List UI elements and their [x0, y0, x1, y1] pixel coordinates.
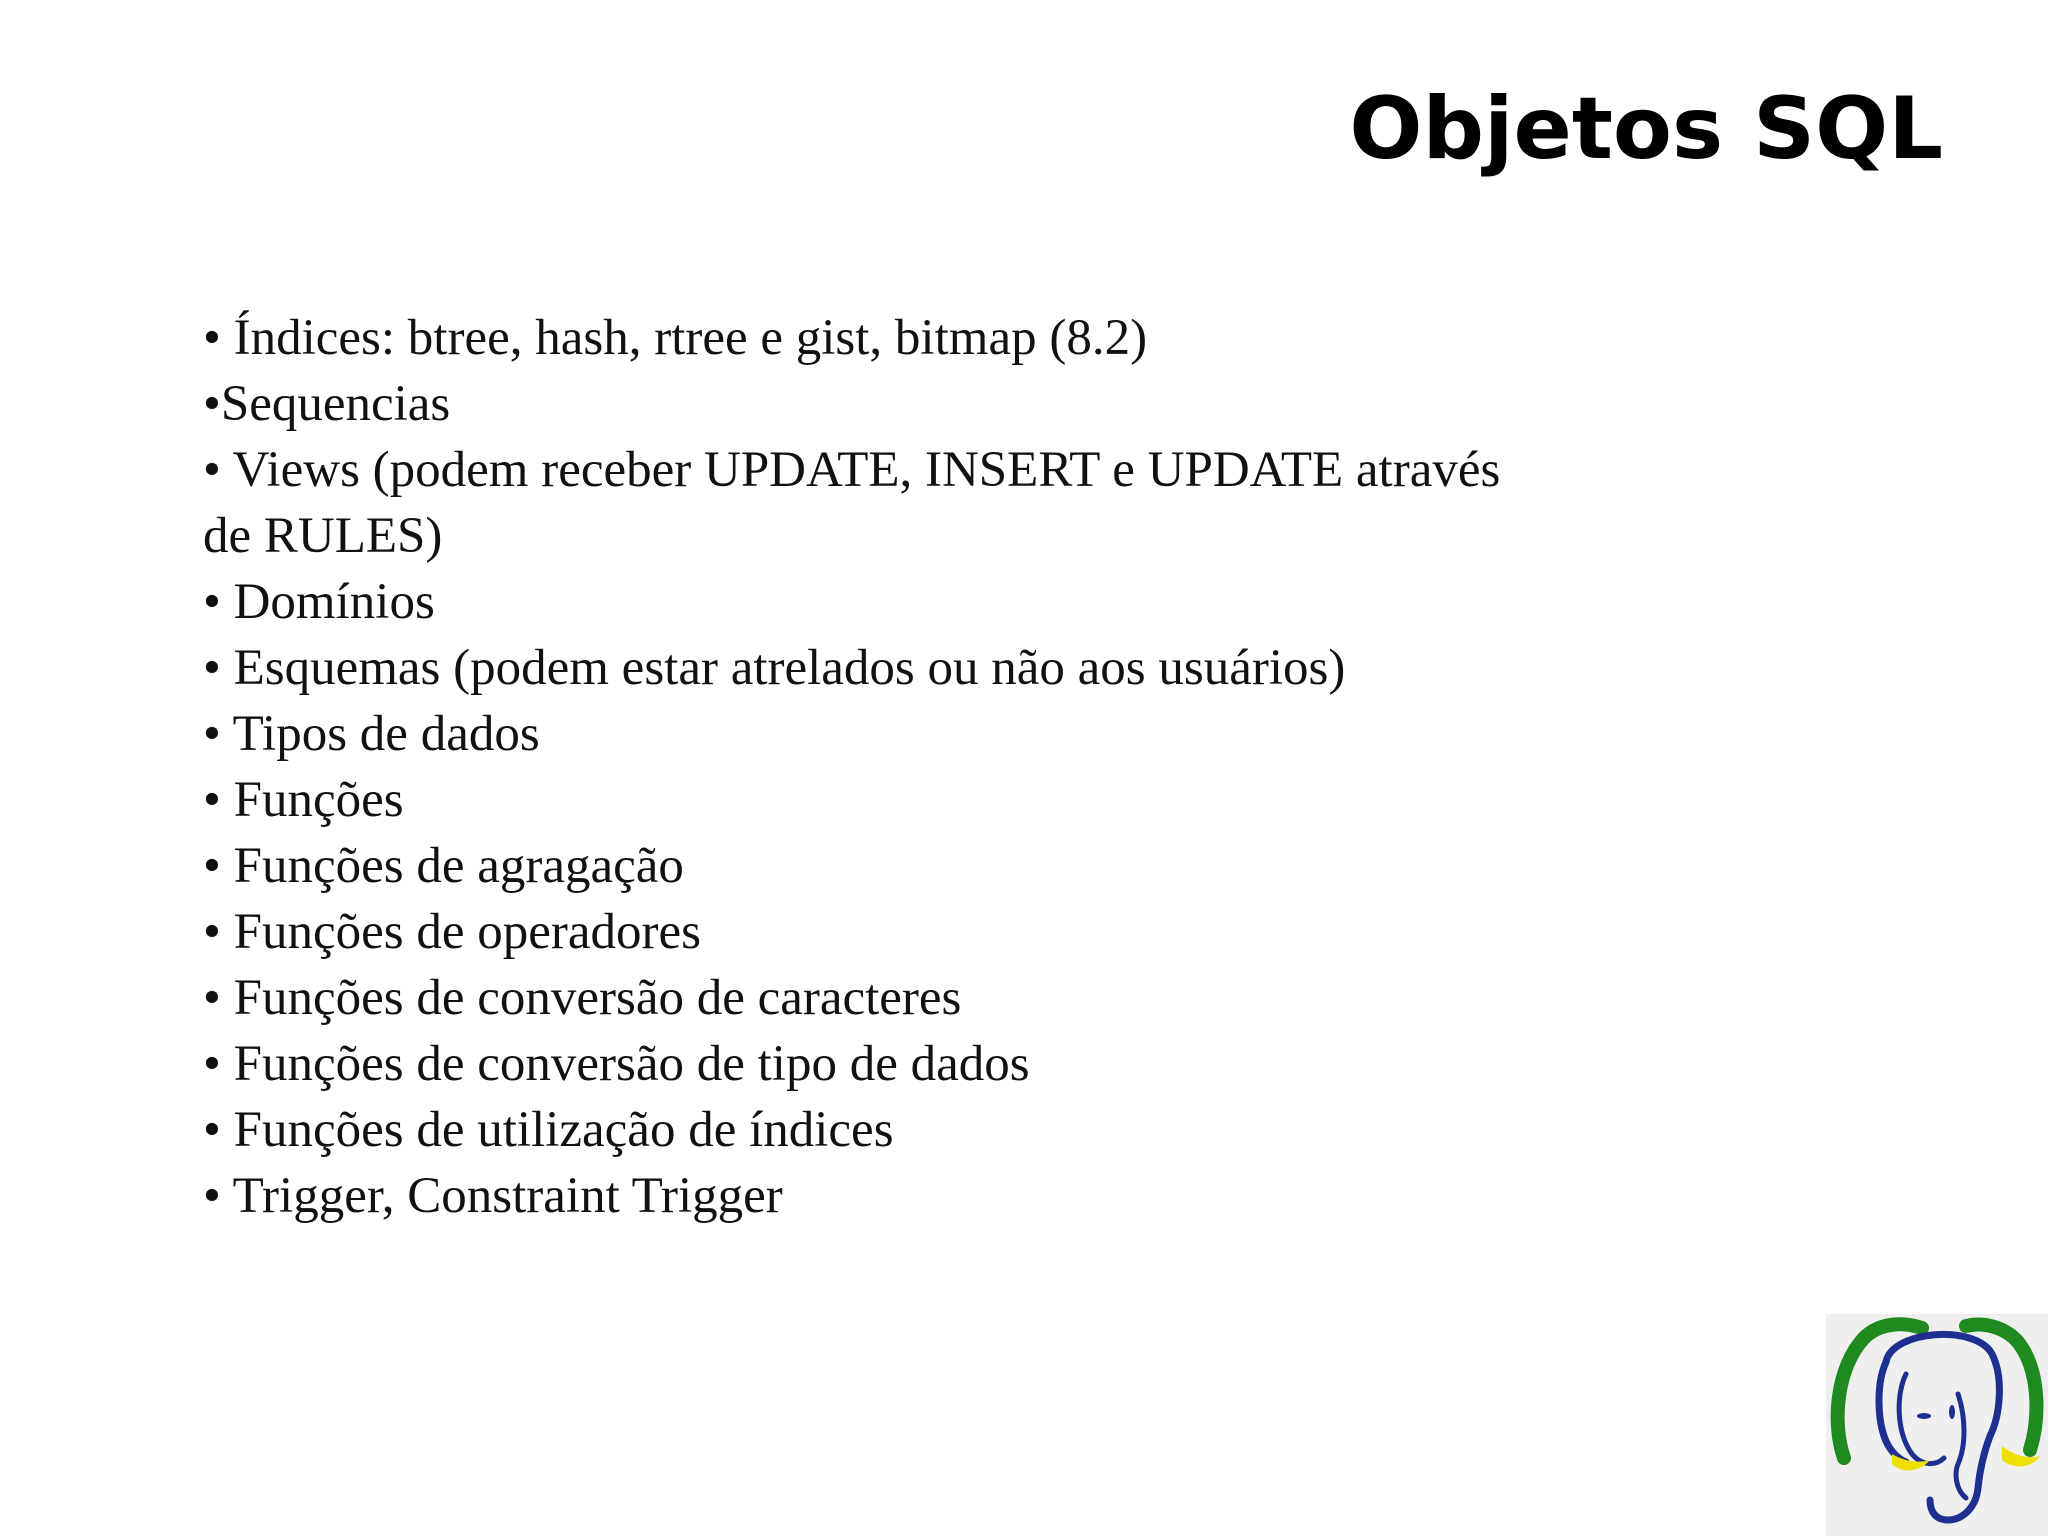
list-item: •Sequencias	[203, 376, 451, 432]
list-item: • Funções de conversão de tipo de dados	[203, 1036, 1030, 1092]
list-item: • Funções de conversão de caracteres	[203, 970, 962, 1026]
list-item: • Tipos de dados	[203, 706, 540, 762]
slide-title: Objetos SQL	[1349, 79, 1943, 179]
list-item: • Funções	[203, 772, 404, 828]
postgresql-elephant-icon	[1826, 1314, 2048, 1536]
list-item: de RULES)	[203, 508, 443, 564]
list-item: • Esquemas (podem estar atrelados ou não aos usuários)	[203, 640, 1346, 696]
list-item: • Funções de operadores	[203, 904, 701, 960]
list-item: • Views (podem receber UPDATE, INSERT e UPDATE através	[203, 442, 1501, 498]
list-item: • Índices: btree, hash, rtree e gist, bitmap (8.2)	[203, 310, 1148, 366]
list-item: • Trigger, Constraint Trigger	[203, 1168, 783, 1224]
bullet-list	[203, 305, 1763, 1229]
list-item: • Funções de utilização de índices	[203, 1102, 894, 1158]
list-item: • Domínios	[203, 574, 435, 630]
list-item: • Funções de agragação	[203, 838, 684, 894]
